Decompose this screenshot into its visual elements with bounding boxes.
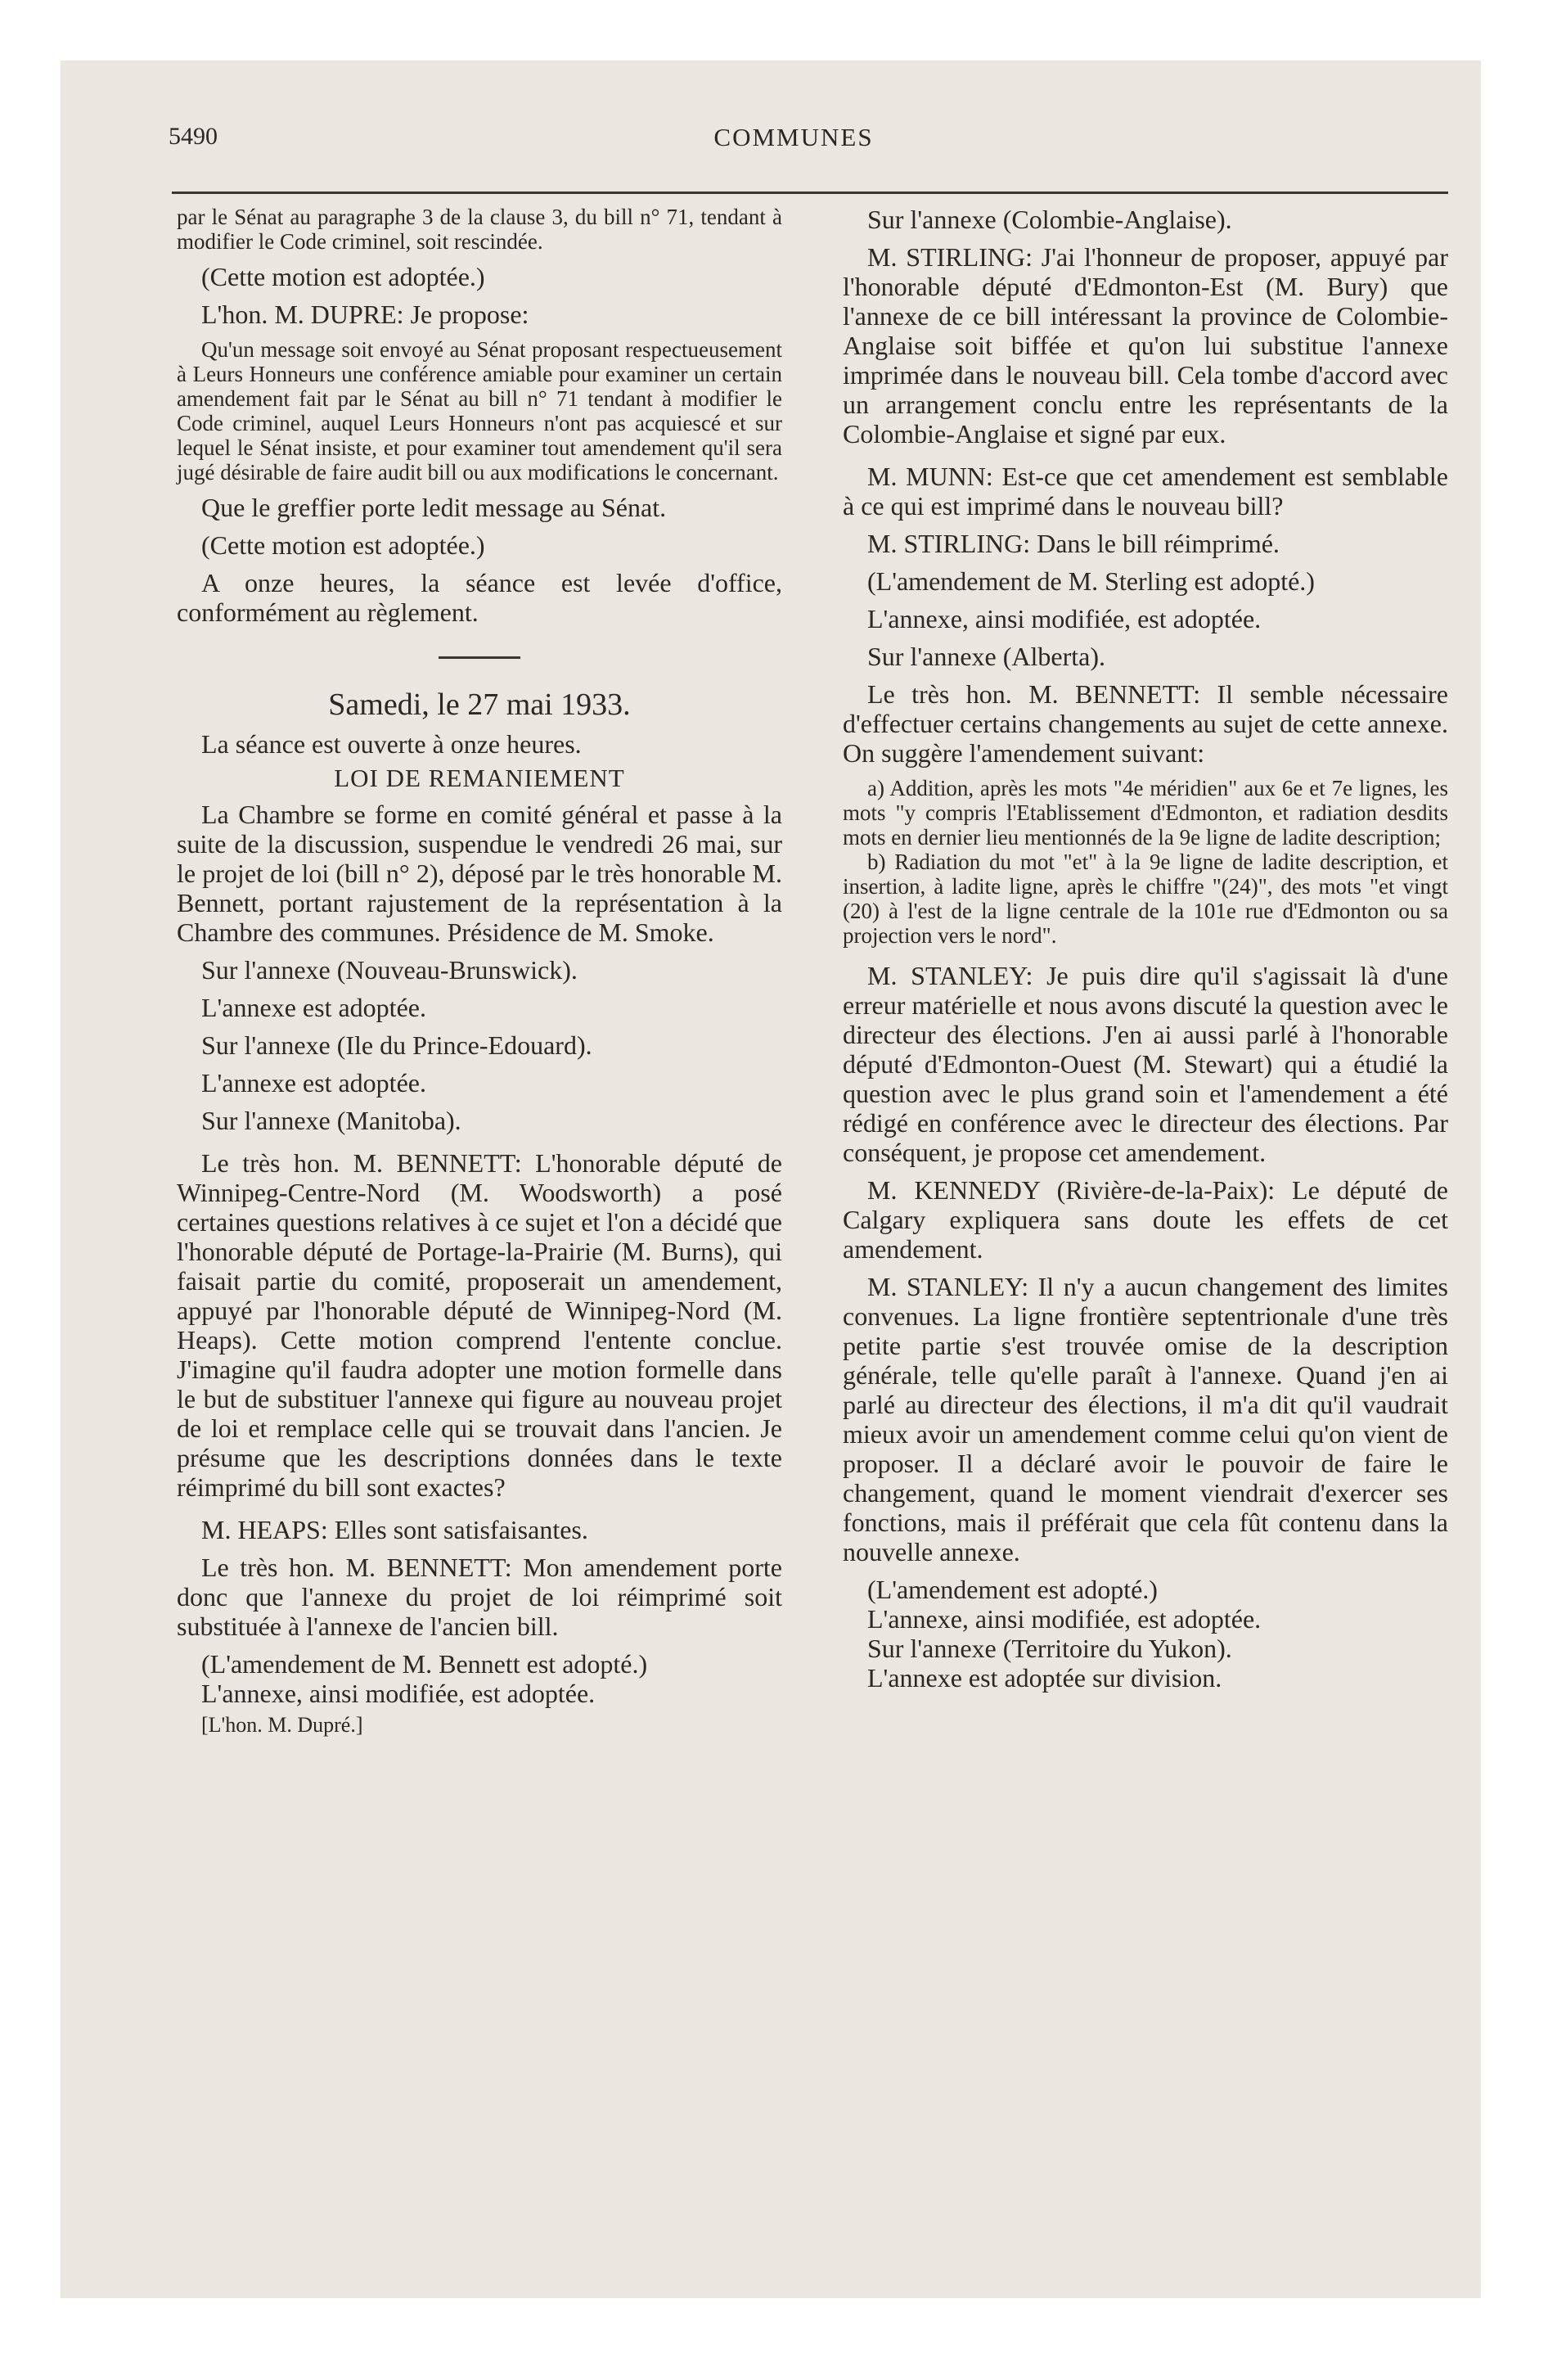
paragraph: (L'amendement de M. Sterling est adopté.) <box>867 566 1315 596</box>
paragraph: par le Sénat au paragraphe 3 de la clause 3, du bill n° 71, tendant à modifier le Code criminel, soit rescindée. <box>177 205 782 254</box>
paragraph: M. KENNEDY (Rivière-de-la-Paix): Le député de Calgary expliquera sans doute les effets de cet amendement. <box>843 1175 1448 1264</box>
paragraph: Sur l'annexe (Colombie-Anglaise). <box>867 205 1232 234</box>
paragraph: L'hon. M. DUPRE: Je propose: <box>201 300 529 329</box>
header-rule <box>172 192 1448 194</box>
page-header <box>106 123 1481 164</box>
paragraph: (L'amendement de M. Bennett est adopté.) <box>201 1649 648 1679</box>
page-number: 5490 <box>169 123 218 150</box>
paragraph: A onze heures, la séance est levée d'office, conformément au règlement. <box>177 568 782 627</box>
paragraph: M. STIRLING: Dans le bill réimprimé. <box>867 529 1280 558</box>
running-title: COMMUNES <box>713 123 874 151</box>
paragraph: L'annexe, ainsi modifiée, est adoptée. <box>867 604 1262 633</box>
paragraph: L'annexe, ainsi modifiée, est adoptée. <box>867 1604 1262 1634</box>
section-divider <box>439 656 520 659</box>
paragraph: Qu'un message soit envoyé au Sénat proposant respectueusement à Leurs Honneurs une conférence amiable pour examiner un certain amendement fait par le Sénat au bill n° 71 tendant à modifier le Code criminel, auquel Leurs Honneurs n'ont pas acquiescé et sur lequel le Sénat insiste, et pour examiner tout amendement qu'il sera jugé désirable de faire audit bill ou aux modifications le concernant. <box>177 337 782 485</box>
paragraph: Sur l'annexe (Territoire du Yukon). <box>867 1634 1232 1663</box>
date-heading: Samedi, le 27 mai 1933. <box>328 687 631 722</box>
section-title: LOI DE REMANIEMENT <box>334 764 625 792</box>
paragraph: Sur l'annexe (Ile du Prince-Edouard). <box>201 1030 592 1060</box>
paragraph: M. MUNN: Est-ce que cet amendement est semblable à ce qui est imprimé dans le nouveau bill? <box>843 462 1448 521</box>
paragraph: Que le greffier porte ledit message au Sénat. <box>201 493 667 522</box>
paragraph: L'annexe, ainsi modifiée, est adoptée. <box>201 1679 596 1708</box>
left-column <box>177 205 782 1738</box>
paragraph: Le très hon. M. BENNETT: Il semble nécessaire d'effectuer certains changements au sujet de cette annexe. On suggère l'amendement suivant: <box>843 679 1448 768</box>
paragraph: (L'amendement est adopté.) <box>867 1575 1158 1604</box>
paragraph: La séance est ouverte à onze heures. <box>201 729 582 759</box>
paragraph: Le très hon. M. BENNETT: Mon amendement porte donc que l'annexe du projet de loi réimprimé soit substituée à l'annexe de l'ancien bill. <box>177 1553 782 1641</box>
paragraph: M. STANLEY: Il n'y a aucun changement des limites convenues. La ligne frontière septentrionale d'une très petite partie s'est trouvée omise de la description générale, telle qu'elle paraît à l'annexe. Quand j'en ai parlé au directeur des élections, il m'a dit qu'il vaudrait mieux avoir un amendement comme celui qu'on vient de proposer. Il a déclaré avoir le pouvoir de faire le changement, quand le moment viendrait d'exercer ses fonctions, mais il préférait que cela fût contenu dans la nouvelle annexe. <box>843 1272 1448 1566</box>
footer-reference: [L'hon. M. Dupré.] <box>201 1713 363 1737</box>
paragraph: L'annexe est adoptée sur division. <box>867 1663 1222 1693</box>
right-column <box>843 205 1448 1693</box>
paragraph: Sur l'annexe (Manitoba). <box>201 1106 461 1135</box>
paragraph: Sur l'annexe (Alberta). <box>867 642 1105 671</box>
paragraph: La Chambre se forme en comité général et passe à la suite de la discussion, suspendue le vendredi 26 mai, sur le projet de loi (bill n° 2), déposé par le très honorable M. Bennett, portant rajustement de la représentation à la Chambre des communes. Présidence de M. Smoke. <box>177 800 782 947</box>
paragraph: M. STIRLING: J'ai l'honneur de proposer, appuyé par l'honorable député d'Edmonton-Est (M. Bury) que l'annexe de ce bill intéressant la province de Colombie-Anglaise soit biffée et qu'on lui substitue l'annexe imprimée dans le nouveau bill. Cela tombe d'accord avec un arrangement conclu entre les représentants de la Colombie-Anglaise et signé par eux. <box>843 242 1448 449</box>
paragraph: M. STANLEY: Je puis dire qu'il s'agissait là d'une erreur matérielle et nous avons discuté la question avec le directeur des élections. J'en ai aussi parlé à l'honorable député d'Edmonton-Ouest (M. Stewart) qui a étudié la question avec le plus grand soin et l'amendement a été rédigé en conférence avec le directeur des élections. Par conséquent, je propose cet amendement. <box>843 961 1448 1167</box>
paragraph: Sur l'annexe (Nouveau-Brunswick). <box>201 955 578 985</box>
paragraph: M. HEAPS: Elles sont satisfaisantes. <box>201 1515 588 1544</box>
paragraph: L'annexe est adoptée. <box>201 1068 426 1098</box>
paragraph: a) Addition, après les mots "4e méridien" aux 6e et 7e lignes, les mots "y compris l'Etablissement d'Edmonton, et radiation desdits mots en dernier lieu mentionnés de la 9e ligne de ladite description; <box>843 776 1448 850</box>
paragraph: Le très hon. M. BENNETT: L'honorable député de Winnipeg-Centre-Nord (M. Woodsworth) a posé certaines questions relatives à ce sujet et l'on a décidé que l'honorable député de Portage-la-Prairie (M. Burns), qui faisait partie du comité, proposerait un amendement, appuyé par l'honorable député de Winnipeg-Nord (M. Heaps). Cette motion comprend l'entente conclue. J'imagine qu'il faudra adopter une motion formelle dans le but de substituer l'annexe qui figure au nouveau projet de loi et remplace celle qui se trouvait dans l'ancien. Je présume que les descriptions données dans le texte réimprimé du bill sont exactes? <box>177 1148 782 1502</box>
paragraph: (Cette motion est adoptée.) <box>201 530 485 560</box>
paragraph: (Cette motion est adoptée.) <box>201 262 485 291</box>
paragraph: b) Radiation du mot "et" à la 9e ligne de ladite description, et insertion, à ladite ligne, après le chiffre "(24)", des mots "et vingt (20) à l'est de la ligne centrale de la 101e rue d'Edmonton ou sa projection vers le nord". <box>843 850 1448 948</box>
paragraph: L'annexe est adoptée. <box>201 993 426 1022</box>
